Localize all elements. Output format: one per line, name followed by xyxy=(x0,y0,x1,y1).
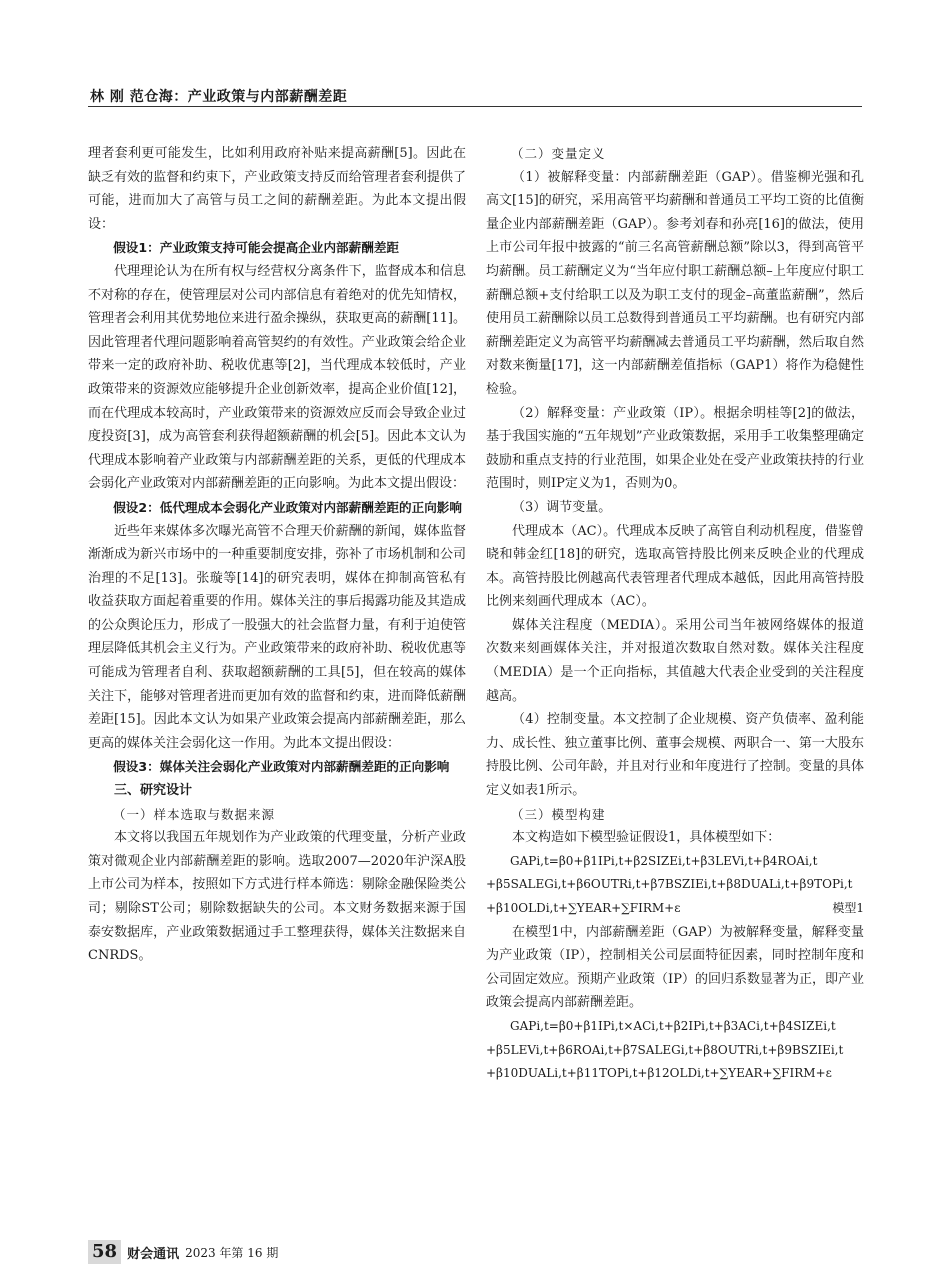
equation-1-body: +β10OLDi,t+∑YEAR+∑FIRM+ε xyxy=(486,901,681,915)
left-para-4: 本文将以我国五年规划作为产业政策的代理变量，分析产业政策对微观企业内部薪酬差距的影响。选取2007—2020年沪深A股上市公司为样本，按照如下方式进行样本筛选：剔除金融保险类公司；剔除ST公司；剔除数据缺失的公司。本文财务数据来源于国泰安数据库，产业政策数据通过手工整理获得，媒体关注数据来自CNRDS。 xyxy=(88,830,466,964)
right-para-2: （2）解释变量：产业政策（IP）。根据余明桂等[2]的做法，基于我国实施的“五年规划”产业政策数据，采用手工收集整理确定鼓励和重点支持的行业范围，如果企业处在受产业政策扶持的行业范围时，则IP定义为1，否则为0。 xyxy=(486,405,864,492)
left-para-1: 理者套利更可能发生，比如利用政府补贴来提高薪酬[5]。因此在缺乏有效的监督和约束下，产业政策支持反而给管理者套利提供了可能，进而加大了高管与员工之间的薪酬差距。为此本文提出假设： xyxy=(88,146,466,232)
right-column xyxy=(486,142,864,1086)
equation-1-line-3 xyxy=(486,897,864,921)
model-1-label: 模型1 xyxy=(832,901,864,915)
equation-2-line-2: +β5LEVi,t+β6ROAi,t+β7SALEGi,t+β8OUTRi,t+β9BSZIEi,t xyxy=(486,1042,844,1057)
right-para-5: 媒体关注程度（MEDIA）。采用公司当年被网络媒体的报道次数来刻画媒体关注，并对报道次数取自然对数。媒体关注程度（MEDIA）是一个正向指标，其值越大代表企业受到的关注程度越高。 xyxy=(486,617,864,704)
right-para-8: 在模型1中，内部薪酬差距（GAP）为被解释变量，解释变量为产业政策（IP），控制相关公司层面特征因素，同时控制年度和公司固定效应。预期产业政策（IP）的回归系数显著为正，即产业政策会提高内部薪酬差距。 xyxy=(486,924,864,1011)
left-column xyxy=(88,142,466,968)
section-heading: 三、研究设计 xyxy=(114,783,193,799)
journal-issue: 2023 年第 16 期 xyxy=(185,1245,279,1260)
hypothesis-2: 假设2：低代理成本会弱化产业政策对内部薪酬差距的正向影响 xyxy=(113,499,462,515)
subsection-model: （三）模型构建 xyxy=(511,806,606,822)
page-number: 58 xyxy=(88,1240,121,1264)
journal-name: 财会通讯 xyxy=(127,1246,180,1262)
right-para-7: 本文构造如下模型验证假设1，具体模型如下： xyxy=(512,830,781,846)
hypothesis-3: 假设3：媒体关注会弱化产业政策对内部薪酬差距的正向影响 xyxy=(113,759,450,775)
equation-2-line-1: GAPi,t=β0+β1IPi,t×ACi,t+β2IPi,t+β3ACi,t+β4SIZEi,t xyxy=(510,1018,836,1033)
right-para-4: 代理成本（AC）。代理成本反映了高管自利动机程度，借鉴曾晓和韩金红[18]的研究，选取高管持股比例来反映企业的代理成本。高管持股比例越高代表管理者代理成本越低，因此用高管持股比例来刻画代理成本（AC）。 xyxy=(486,523,864,610)
running-header: 林 刚 范仓海：产业政策与内部薪酬差距 xyxy=(90,89,348,105)
equation-1-line-1: GAPi,t=β0+β1IPi,t+β2SIZEi,t+β3LEVi,t+β4ROAi,t xyxy=(510,853,818,868)
page-footer xyxy=(88,1240,278,1264)
left-para-2: 代理理论认为在所有权与经营权分离条件下，监督成本和信息不对称的存在，使管理层对公司内部信息有着绝对的优先知情权，管理者会利用其优势地位来进行盈余操纵，获取更高的薪酬[11]。因此管理者代理问题影响着高管契约的有效性。产业政策会给企业带来一定的政府补助、税收优惠等[2]，当代理成本较低时，产业政策带来的资源效应能够提升企业创新效率，提高企业价值[12]，而在代理成本较高时，产业政策带来的资源效应反而会导致企业过度投资[3]，成为高管套利获得超额薪酬的机会[5]。因此本文认为代理成本影响着产业政策与内部薪酬差距的关系，更低的代理成本会弱化产业政策对内部薪酬差距的正向影响。为此本文提出假设： xyxy=(88,263,466,492)
equation-2-line-3: +β10DUALi,t+β11TOPi,t+β12OLDi,t+∑YEAR+∑FIRM+ε xyxy=(486,1066,832,1081)
hypothesis-1: 假设1：产业政策支持可能会提高企业内部薪酬差距 xyxy=(113,240,400,256)
subsection-variables: （二）变量定义 xyxy=(511,146,606,161)
right-para-1: （1）被解释变量：内部薪酬差距（GAP）。借鉴柳光强和孔高文[15]的研究，采用高管平均薪酬和普通员工平均工资的比值衡量企业内部薪酬差距（GAP）。参考刘春和孙亮[16]的做法，使用上市公司年报中披露的“前三名高管薪酬总额”除以3，得到高管平均薪酬。员工薪酬定义为“当年应付职工薪酬总额–上年度应付职工薪酬总额+支付给职工以及为职工支付的现金–高董监薪酬”，然后使用员工薪酬除以员工总数得到普通员工平均薪酬。也有研究内部薪酬差距定义为高管平均薪酬减去普通员工平均薪酬，然后取自然对数来衡量[17]，这一内部薪酬差值指标（GAP1）将作为稳健性检验。 xyxy=(486,169,864,397)
right-para-6: （4）控制变量。本文控制了企业规模、资产负债率、盈利能力、成长性、独立董事比例、董事会规模、两职合一、第一大股东持股比例、公司年龄，并且对行业和年度进行了控制。变量的具体定义如表1所示。 xyxy=(486,712,864,799)
header-rule xyxy=(88,106,862,107)
subsection-sample: （一）样本选取与数据来源 xyxy=(113,806,276,822)
equation-1-line-2: +β5SALEGi,t+β6OUTRi,t+β7BSZIEi,t+β8DUALi,t+β9TOPi,t xyxy=(486,877,853,892)
right-para-3: （3）调节变量。 xyxy=(512,499,612,515)
left-para-3: 近些年来媒体多次曝光高管不合理天价薪酬的新闻，媒体监督渐渐成为新兴市场中的一种重要制度安排，弥补了市场机制和公司治理的不足[13]。张璇等[14]的研究表明，媒体在抑制高管私有收益获取方面起着重要的作用。媒体关注的事后揭露功能及其造成的公众舆论压力，形成了一股强大的社会监督力量，有利于迫使管理层降低其机会主义行为。产业政策带来的政府补助、税收优惠等可能成为管理者自利、获取超额薪酬的工具[5]，但在较高的媒体关注下，能够对管理者进而更加有效的监督和约束，进而降低薪酬差距[15]。因此本文认为如果产业政策会提高内部薪酬差距，那么更高的媒体关注会弱化这一作用。为此本文提出假设： xyxy=(88,523,466,751)
